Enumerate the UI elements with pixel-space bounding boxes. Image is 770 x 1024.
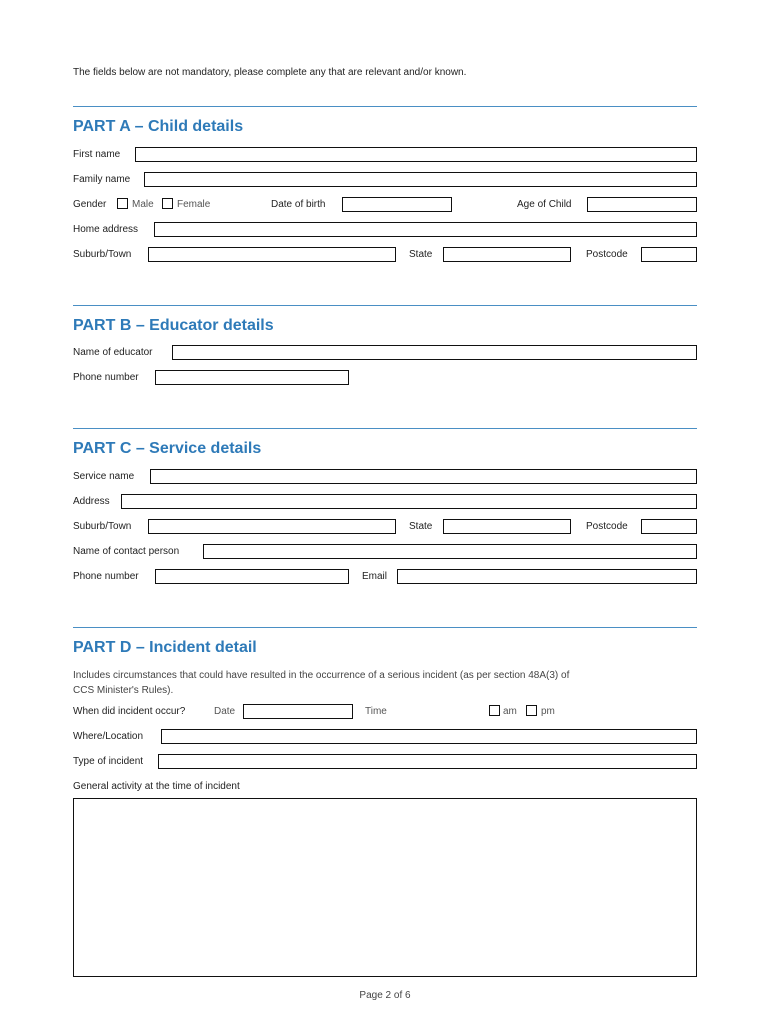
state-field[interactable] <box>443 247 571 262</box>
educator-name-label: Name of educator <box>73 347 153 358</box>
first-name-field[interactable] <box>135 147 697 162</box>
pm-checkbox[interactable] <box>526 705 537 716</box>
location-field[interactable] <box>161 729 697 744</box>
activity-label: General activity at the time of incident <box>73 781 240 792</box>
postcode-label: Postcode <box>586 249 628 260</box>
email-field[interactable] <box>397 569 697 584</box>
male-label: Male <box>132 199 154 210</box>
first-name-label: First name <box>73 149 121 160</box>
male-checkbox[interactable] <box>117 198 128 209</box>
postcode-field[interactable] <box>641 247 697 262</box>
service-phone-field[interactable] <box>155 569 349 584</box>
suburb-field[interactable] <box>148 247 396 262</box>
home-address-label: Home address <box>73 224 139 235</box>
gender-label: Gender <box>73 199 107 210</box>
pm-label: pm <box>541 706 555 717</box>
service-suburb-label: Suburb/Town <box>73 521 132 532</box>
section-divider <box>73 428 697 429</box>
section-divider <box>73 106 697 107</box>
educator-phone-field[interactable] <box>155 370 349 385</box>
service-postcode-label: Postcode <box>586 521 628 532</box>
service-phone-label: Phone number <box>73 571 139 582</box>
service-address-field[interactable] <box>121 494 697 509</box>
email-label: Email <box>362 571 388 582</box>
dob-label: Date of birth <box>271 199 326 210</box>
section-divider <box>73 305 697 306</box>
incident-note-line1: Includes circumstances that could have resulted in the occurrence of a serious incident (as per section 48A(3) of <box>73 670 570 681</box>
service-state-field[interactable] <box>443 519 571 534</box>
intro-text: The fields below are not mandatory, please complete any that are relevant and/or known. <box>73 67 467 78</box>
service-postcode-field[interactable] <box>641 519 697 534</box>
state-label: State <box>409 249 433 260</box>
contact-person-label: Name of contact person <box>73 546 180 557</box>
am-label: am <box>503 706 517 717</box>
female-label: Female <box>177 199 211 210</box>
service-suburb-field[interactable] <box>148 519 396 534</box>
service-address-label: Address <box>73 496 110 507</box>
home-address-field[interactable] <box>154 222 697 237</box>
contact-person-field[interactable] <box>203 544 697 559</box>
service-name-field[interactable] <box>150 469 697 484</box>
time-label: Time <box>365 706 387 717</box>
incident-type-label: Type of incident <box>73 756 144 767</box>
service-state-label: State <box>409 521 433 532</box>
part-c-title: PART C – Service details <box>73 440 262 457</box>
age-field[interactable] <box>587 197 697 212</box>
am-checkbox[interactable] <box>489 705 500 716</box>
part-a-title: PART A – Child details <box>73 118 244 135</box>
female-checkbox[interactable] <box>162 198 173 209</box>
location-label: Where/Location <box>73 731 144 742</box>
when-label: When did incident occur? <box>73 706 186 717</box>
incident-type-field[interactable] <box>158 754 697 769</box>
part-d-title: PART D – Incident detail <box>73 639 257 656</box>
educator-name-field[interactable] <box>172 345 697 360</box>
part-b-title: PART B – Educator details <box>73 317 274 334</box>
activity-textarea[interactable] <box>73 798 697 977</box>
incident-date-field[interactable] <box>243 704 353 719</box>
date-label: Date <box>214 706 236 717</box>
page-number: Page 2 of 6 <box>359 990 411 1001</box>
educator-phone-label: Phone number <box>73 372 139 383</box>
section-divider <box>73 627 697 628</box>
incident-note-line2: CCS Minister's Rules). <box>73 685 174 696</box>
service-name-label: Service name <box>73 471 135 482</box>
family-name-field[interactable] <box>144 172 697 187</box>
dob-field[interactable] <box>342 197 452 212</box>
suburb-label: Suburb/Town <box>73 249 132 260</box>
age-label: Age of Child <box>517 199 572 210</box>
family-name-label: Family name <box>73 174 131 185</box>
